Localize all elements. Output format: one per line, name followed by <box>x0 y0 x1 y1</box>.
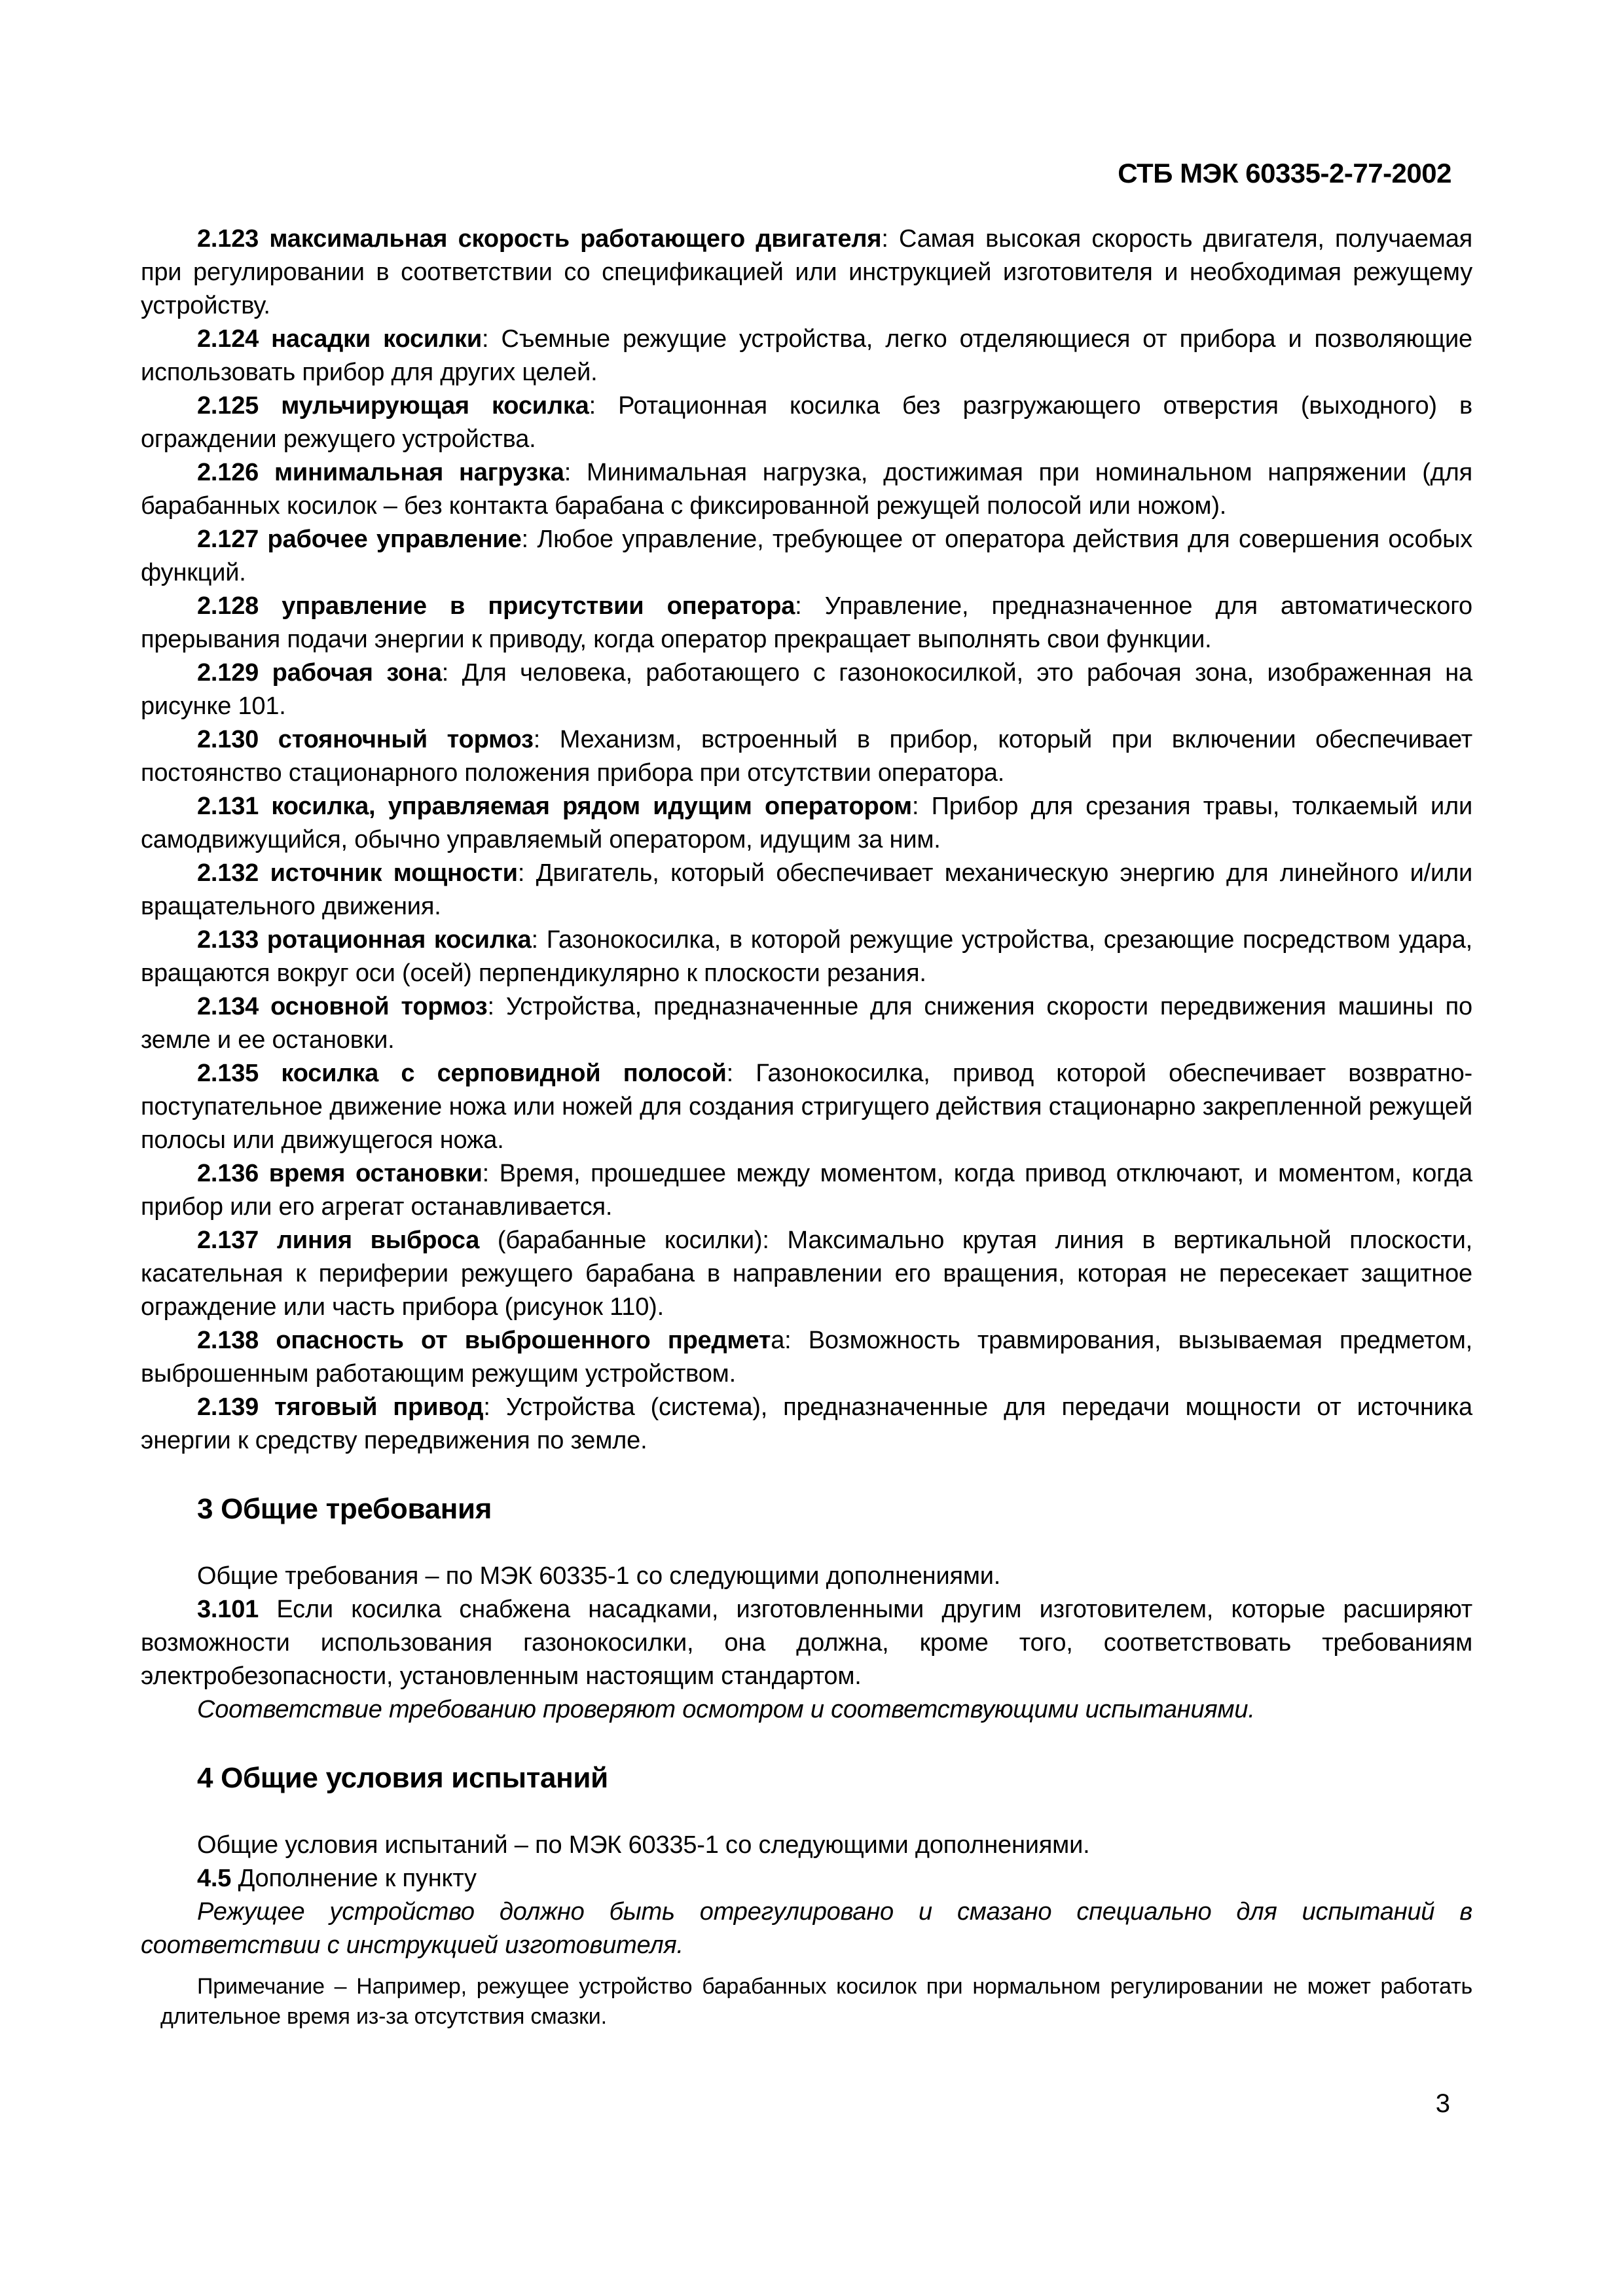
definition-term: 2.138 опасность от выброшенного предмет <box>197 1327 771 1354</box>
definition-term: 2.133 ротационная косилка <box>197 926 532 954</box>
definition-term: 2.137 линия выброса <box>197 1227 480 1254</box>
definition-text: : Управление, предназначенное для автоматического прерывания подачи энергии к приводу, когда оператор прекращает выполнять свои функции. <box>141 592 1472 653</box>
definition-paragraph <box>141 223 1472 323</box>
clause-number: 4.5 <box>197 1865 232 1892</box>
definition-text: : Устройства (система), предназначенные для передачи мощности от источника энергии к средству передвижения по земле. <box>141 1393 1472 1454</box>
definition-paragraph <box>141 456 1472 523</box>
definition-term: 2.130 стояночный тормоз <box>197 726 534 753</box>
definition-term: 2.128 управление в присутствии оператора <box>197 592 795 620</box>
definition-paragraph <box>141 656 1472 723</box>
clause-4-5-paragraph <box>141 1862 1472 1895</box>
definitions-section <box>141 223 1472 1458</box>
definition-paragraph <box>141 990 1472 1057</box>
definition-paragraph <box>141 924 1472 990</box>
section-4-note: Примечание – Например, режущее устройство барабанных косилок при нормальном регулировании не может работать длительное время из-за отсутствия смазки. <box>160 1974 1472 2029</box>
definition-text: : Минимальная нагрузка, достижимая при номинальном напряжении (для барабанных косилок – без контакта барабана с фиксированной режущей полосой или ножом). <box>141 459 1472 520</box>
definition-paragraph <box>141 1057 1472 1157</box>
definition-text: : Устройства, предназначенные для снижения скорости передвижения машины по земле и ее остановки. <box>141 993 1472 1054</box>
definition-term: 2.134 основной тормоз <box>197 993 488 1020</box>
definition-paragraph <box>141 723 1472 790</box>
definition-paragraph <box>141 1391 1472 1458</box>
definition-term: 2.135 косилка с серповидной полосой <box>197 1060 727 1087</box>
section-3-compliance-statement: Соответствие требованию проверяют осмотром и соответствующими испытаниями. <box>197 1696 1255 1723</box>
clause-text: Если косилка снабжена насадками, изготовленными другим изготовителем, которые расширяют возможности использования газонокосилки, она должна, кроме того, соответствовать требованиям электробезопасности, установленным настоящим стандартом. <box>141 1596 1472 1690</box>
section-3-heading: 3 Общие требования <box>197 1493 492 1525</box>
page-number: 3 <box>1435 2089 1450 2118</box>
document-header: СТБ МЭК 60335-2-77-2002 <box>1118 158 1451 188</box>
section-4-intro-paragraph: Общие условия испытаний – по МЭК 60335-1 со следующими дополнениями. <box>197 1831 1090 1859</box>
definition-term: 2.132 источник мощности <box>197 859 518 887</box>
definition-term: 2.139 тяговый привод <box>197 1393 484 1421</box>
section-4-requirement-statement: Режущее устройство должно быть отрегулировано и смазано специально для испытаний в соответствии с инструкцией изготовителя. <box>141 1898 1472 1959</box>
section-4-heading: 4 Общие условия испытаний <box>197 1762 608 1794</box>
definition-paragraph <box>141 1324 1472 1391</box>
definition-paragraph <box>141 590 1472 656</box>
definition-term: 2.131 косилка, управляемая рядом идущим оператором <box>197 793 912 820</box>
definition-paragraph <box>141 1157 1472 1224</box>
definition-paragraph <box>141 790 1472 857</box>
section-3-intro-paragraph: Общие требования – по МЭК 60335-1 со следующими дополнениями. <box>197 1562 1001 1590</box>
definition-text: а: Возможность травмирования, вызываемая предметом, выброшенным работающим режущим устройством. <box>141 1327 1472 1388</box>
definition-text: : Двигатель, который обеспечивает механическую энергию для линейного и/или вращательного движения. <box>141 859 1472 920</box>
definition-term: 2.127 рабочее управление <box>197 526 522 553</box>
definition-text: : Самая высокая скорость двигателя, получаемая при регулировании в соответствии со спецификацией или инструкцией изготовителя и необходимая режущему устройству. <box>141 225 1473 319</box>
definition-text: : Любое управление, требующее от оператора действия для совершения особых функций. <box>141 526 1472 586</box>
definition-term: 2.124 насадки косилки <box>197 325 483 353</box>
definition-text: (барабанные косилки): Максимально крутая линия в вертикальной плоскости, касательная к периферии режущего барабана в направлении его вращения, которая не пересекает защитное ограждение или часть прибора (рисунок 110). <box>141 1227 1472 1321</box>
section-4 <box>141 1761 1472 2032</box>
document-content <box>141 223 1472 2032</box>
definition-text: : Съемные режущие устройства, легко отделяющиеся от прибора и позволяющие использовать прибор для других целей. <box>141 325 1472 386</box>
definition-text: : Время, прошедшее между моментом, когда привод отключают, и моментом, когда прибор или его агрегат останавливается. <box>141 1160 1472 1221</box>
definition-term: 2.126 минимальная нагрузка <box>197 459 564 486</box>
definition-term: 2.123 максимальная скорость работающего двигателя <box>197 225 882 253</box>
definition-text: : Газонокосилка, привод которой обеспечивает возвратно-поступательное движение ножа или ножей для создания стригущего действия стационарно закрепленной режущей полосы или движущегося ножа. <box>141 1060 1472 1154</box>
clause-text: Дополнение к пункту <box>231 1865 477 1892</box>
definition-term: 2.136 время остановки <box>197 1160 483 1187</box>
definition-paragraph <box>141 857 1472 924</box>
definition-term: 2.129 рабочая зона <box>197 659 442 687</box>
definition-paragraph <box>141 523 1472 590</box>
definition-paragraph <box>141 1224 1472 1324</box>
definition-paragraph <box>141 323 1472 389</box>
section-3 <box>141 1492 1472 1727</box>
definition-text: : Механизм, встроенный в прибор, который при включении обеспечивает постоянство стационарного положения прибора при отсутствии оператора. <box>141 726 1472 787</box>
definition-term: 2.125 мульчирующая косилка <box>197 392 589 420</box>
definition-paragraph <box>141 389 1472 456</box>
definition-text: : Прибор для срезания травы, толкаемый или самодвижущийся, обычно управляемый оператором, идущим за ним. <box>141 793 1473 853</box>
definition-text: : Ротационная косилка без разгружающего отверстия (выходного) в ограждении режущего устройства. <box>141 392 1472 453</box>
clause-number: 3.101 <box>197 1596 259 1623</box>
definition-text: : Газонокосилка, в которой режущие устройства, срезающие посредством удара, вращаются вокруг оси (осей) перпендикулярно к плоскости резания. <box>141 926 1472 987</box>
definition-text: : Для человека, работающего с газонокосилкой, это рабочая зона, изображенная на рисунке 101. <box>141 659 1472 720</box>
clause-3-101-paragraph <box>141 1593 1472 1693</box>
